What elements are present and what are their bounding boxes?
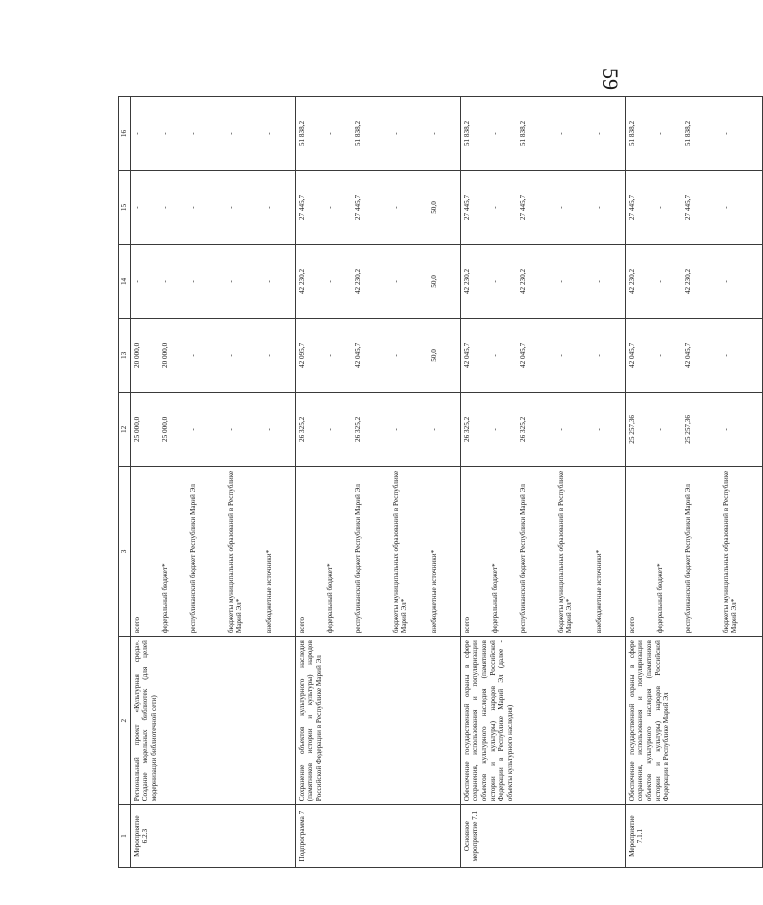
col-header-16: 16 (119, 97, 131, 171)
table-row (130, 97, 295, 868)
source-value: 51 838,2 (462, 120, 471, 147)
source-label: внебюджетные источники* (594, 549, 603, 634)
source-list (295, 466, 460, 636)
source-value: - (556, 132, 565, 135)
source-value: - (490, 354, 499, 357)
source-value: 50,0 (429, 349, 438, 362)
source-value: 26 325,2 (297, 416, 306, 442)
source-value: - (325, 132, 334, 135)
value-column-12 (460, 392, 625, 466)
source-value: - (226, 132, 235, 135)
source-label: республиканский бюджет Республики Марий Эл (353, 484, 362, 634)
value-column-15 (460, 171, 625, 245)
source-value: - (226, 428, 235, 431)
source-value: - (188, 280, 197, 283)
value-column-16 (460, 97, 625, 171)
source-label: бюджеты муниципальных образований в Республике Марий Эл* (556, 470, 574, 634)
source-value: - (655, 428, 664, 431)
source-value: - (655, 280, 664, 283)
source-value: - (721, 132, 730, 135)
source-value: - (160, 280, 169, 283)
value-column-14 (295, 244, 460, 318)
value-column-12 (295, 392, 460, 466)
source-label: всего (627, 616, 636, 634)
source-value: - (556, 280, 565, 283)
source-value: - (721, 428, 730, 431)
source-value: 51 838,2 (297, 120, 306, 147)
source-value: 27 445,7 (297, 194, 306, 221)
source-value: 27 445,7 (627, 194, 636, 221)
source-label: федеральный бюджет* (160, 563, 169, 634)
value-column-16 (130, 97, 295, 171)
value-column-14 (625, 244, 762, 318)
source-value: - (264, 428, 273, 431)
value-column-13 (625, 318, 762, 392)
source-value: 51 838,2 (518, 120, 527, 147)
value-column-13 (295, 318, 460, 392)
source-value: 42 095,7 (297, 342, 306, 368)
source-value: 27 445,7 (353, 194, 362, 221)
source-value: 50,0 (429, 275, 438, 288)
source-value: - (160, 206, 169, 209)
source-value: - (655, 206, 664, 209)
source-value: - (490, 280, 499, 283)
source-value: 42 045,7 (627, 342, 636, 368)
value-column-13 (130, 318, 295, 392)
source-value: - (429, 428, 438, 431)
source-value: - (721, 206, 730, 209)
source-value: - (264, 132, 273, 135)
value-column-14 (130, 244, 295, 318)
source-value: - (556, 206, 565, 209)
row-code: Основное мероприятие 7.1 (460, 805, 625, 868)
source-value: 42 230,2 (627, 268, 636, 295)
row-code: Подпрограмма 7 (295, 805, 460, 868)
col-header-3: 3 (119, 466, 131, 636)
source-list (460, 466, 625, 636)
row-code: Мероприятие 7.1.1 (625, 805, 762, 868)
source-value: 26 325,2 (353, 416, 362, 442)
source-value: 42 045,7 (353, 342, 362, 368)
source-label: внебюджетные источники* (264, 549, 273, 634)
source-value: - (325, 206, 334, 209)
col-header-2: 2 (119, 637, 131, 805)
source-value: 51 838,2 (683, 120, 692, 147)
source-label: федеральный бюджет* (490, 563, 499, 634)
table-body (130, 97, 762, 868)
source-value: - (132, 132, 141, 135)
source-value: - (391, 206, 400, 209)
source-label: внебюджетные источники* (429, 549, 438, 634)
source-value: - (264, 280, 273, 283)
source-value: 42 045,7 (518, 342, 527, 368)
funding-table (118, 96, 763, 868)
source-value: - (160, 132, 169, 135)
value-column-16 (295, 97, 460, 171)
source-value: - (226, 354, 235, 357)
source-value: - (325, 280, 334, 283)
source-label: федеральный бюджет* (325, 563, 334, 634)
value-column-14 (460, 244, 625, 318)
source-value: - (556, 354, 565, 357)
source-value: 42 230,2 (353, 268, 362, 295)
source-value: - (325, 428, 334, 431)
value-column-15 (130, 171, 295, 245)
value-column-12 (625, 392, 762, 466)
source-value: - (188, 428, 197, 431)
source-label: бюджеты муниципальных образований в Республике Марий Эл* (226, 470, 244, 634)
source-value: 42 230,2 (518, 268, 527, 295)
value-column-15 (625, 171, 762, 245)
source-value: - (325, 354, 334, 357)
value-column-12 (130, 392, 295, 466)
source-value: - (132, 280, 141, 283)
value-column-13 (460, 318, 625, 392)
source-value: - (391, 280, 400, 283)
source-value: - (721, 280, 730, 283)
source-value: - (490, 428, 499, 431)
source-value: 42 045,7 (683, 342, 692, 368)
source-value: - (429, 132, 438, 135)
source-label: всего (297, 616, 306, 634)
source-value: 20 000,0 (132, 342, 141, 368)
source-value: - (226, 280, 235, 283)
source-label: республиканский бюджет Республики Марий Эл (683, 484, 692, 634)
row-title: Сохранение объектов культурного наследия (памятников истории и культуры) народов Российской Федерации в Республике Марий Эл (295, 637, 460, 805)
source-value: 42 045,7 (462, 342, 471, 368)
source-value: - (264, 354, 273, 357)
row-title: Региональный проект «Культурная среда». Создание модельных библиотек (для целей модернизации библиотечной сети) (130, 637, 295, 805)
source-value: 25 000,0 (160, 416, 169, 442)
source-value: 42 230,2 (683, 268, 692, 295)
source-value: 42 230,2 (297, 268, 306, 295)
source-value: - (721, 354, 730, 357)
table-row (295, 97, 460, 868)
source-value: 51 838,2 (627, 120, 636, 147)
col-header-1: 1 (119, 805, 131, 868)
source-value: - (391, 428, 400, 431)
col-header-15: 15 (119, 171, 131, 245)
source-value: - (188, 206, 197, 209)
source-value: - (594, 354, 603, 357)
table-row (625, 97, 762, 868)
source-value: 25 257,36 (627, 414, 636, 444)
source-label: всего (462, 616, 471, 634)
col-header-12: 12 (119, 392, 131, 466)
source-value: - (594, 132, 603, 135)
source-value: - (490, 132, 499, 135)
source-value: - (655, 132, 664, 135)
rotated-table-container (118, 76, 739, 868)
source-value: 20 000,0 (160, 342, 169, 368)
source-value: - (264, 206, 273, 209)
source-value: - (655, 354, 664, 357)
source-value: 42 230,2 (462, 268, 471, 295)
source-value: - (226, 206, 235, 209)
header-row (119, 97, 131, 868)
value-column-15 (295, 171, 460, 245)
source-value: - (594, 280, 603, 283)
source-value: - (391, 132, 400, 135)
source-label: республиканский бюджет Республики Марий Эл (188, 484, 197, 634)
source-value: 26 325,2 (462, 416, 471, 442)
source-value: - (188, 132, 197, 135)
source-value: - (490, 206, 499, 209)
source-label: федеральный бюджет* (655, 563, 664, 634)
row-title: Обеспечение государственной охраны в сфере сохранения, использования и популяризации объектов культурного наследия (памятников истории и культуры) народов Российской Федерации в Республике Марий Эл (625, 637, 762, 805)
source-label: бюджеты муниципальных образований в Республике Марий Эл* (391, 470, 409, 634)
source-label: республиканский бюджет Республики Марий Эл (518, 484, 527, 634)
row-code: Мероприятие 6.2.3 (130, 805, 295, 868)
source-label: всего (132, 616, 141, 634)
source-value: 50,0 (429, 201, 438, 214)
source-value: - (391, 354, 400, 357)
value-column-16 (625, 97, 762, 171)
source-label: бюджеты муниципальных образований в Республике Марий Эл* (721, 470, 739, 634)
table-row (460, 97, 625, 868)
source-value: 25 257,36 (683, 414, 692, 444)
source-value: 27 445,7 (518, 194, 527, 221)
col-header-13: 13 (119, 318, 131, 392)
row-title: Обеспечение государственной охраны в сфере сохранения, использования и популяризации объектов культурного наследия (памятников истории и культуры) народов Российской Федерации в Республике Марий Эл (далее - объекты культурного наследия) (460, 637, 625, 805)
source-value: - (594, 428, 603, 431)
source-value: 27 445,7 (683, 194, 692, 221)
page-number: 59 (598, 68, 623, 90)
source-value: - (594, 206, 603, 209)
source-list (130, 466, 295, 636)
col-header-14: 14 (119, 244, 131, 318)
source-value: - (132, 206, 141, 209)
source-value: 27 445,7 (462, 194, 471, 221)
source-value: 26 325,2 (518, 416, 527, 442)
source-value: 25 000,0 (132, 416, 141, 442)
source-value: - (188, 354, 197, 357)
source-value: - (556, 428, 565, 431)
source-value: 51 838,2 (353, 120, 362, 147)
source-list (625, 466, 762, 636)
